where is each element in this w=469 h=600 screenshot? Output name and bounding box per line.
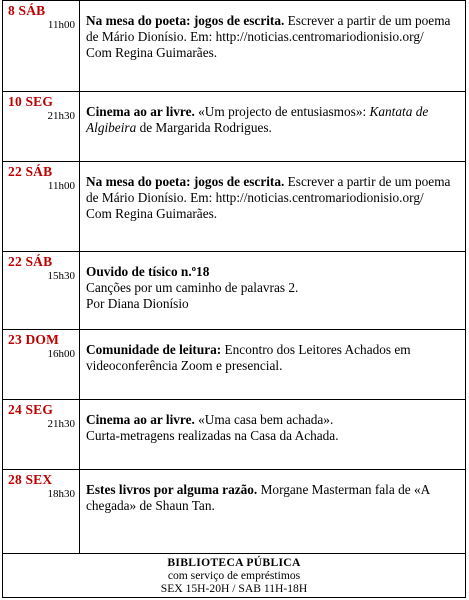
- event-row: [3, 91, 465, 161]
- event-description: [86, 13, 458, 61]
- event-date: 22 SÁB: [8, 254, 53, 269]
- event-time: 18h30: [47, 488, 75, 500]
- event-row: [3, 0, 465, 91]
- event-time: 11h00: [47, 19, 75, 31]
- event-description: [86, 264, 458, 312]
- event-description: [86, 412, 458, 444]
- event-description: [86, 104, 458, 136]
- event-text-extra: de Margarida Rodrigues.: [139, 120, 272, 135]
- date-cell: [3, 330, 80, 399]
- event-title: Estes livros por alguma razão.: [86, 482, 258, 497]
- date-cell: [3, 470, 80, 553]
- event-text: Canções por um caminho de palavras 2.: [86, 280, 299, 295]
- event-title: Ouvido de tísico n.º18: [86, 264, 210, 279]
- event-row: [3, 469, 465, 553]
- library-footer: [3, 553, 465, 598]
- event-date: 10 SEG: [8, 94, 54, 109]
- event-text: «Uma casa bem achada».: [198, 412, 334, 427]
- event-time: 15h30: [47, 270, 75, 282]
- event-text-extra: Por Diana Dionísio: [86, 296, 189, 311]
- event-date: 8 SÁB: [8, 3, 46, 18]
- event-title: Na mesa do poeta: jogos de escrita.: [86, 174, 285, 189]
- event-text-extra: Com Regina Guimarães.: [86, 45, 218, 60]
- event-film-title: Kantata de Algibeira: [86, 104, 429, 135]
- event-text-extra: Com Regina Guimarães.: [86, 206, 218, 221]
- event-row: [3, 161, 465, 251]
- event-text: Morgane Masterman fala de «A chegada» de Shaun Tan.: [86, 482, 430, 513]
- footer-service: com serviço de empréstimos: [167, 569, 301, 582]
- event-title: Comunidade de leitura:: [86, 342, 222, 357]
- event-date: 22 SÁB: [8, 164, 53, 179]
- schedule-table: [2, 0, 466, 598]
- event-row: [3, 399, 465, 469]
- event-title: Na mesa do poeta: jogos de escrita.: [86, 13, 285, 28]
- event-title: Cinema ao ar livre.: [86, 412, 195, 427]
- event-text: Encontro dos Leitores Achados em videoconferência Zoom e presencial.: [86, 342, 411, 373]
- event-row: [3, 251, 465, 329]
- date-cell: [3, 162, 80, 251]
- event-date: 28 SEX: [8, 472, 53, 487]
- event-title: Cinema ao ar livre.: [86, 104, 195, 119]
- footer-title: BIBLIOTECA PÚBLICA: [167, 556, 301, 569]
- event-text: Escrever a partir de um poema de Mário Dionísio. Em: http://noticias.centromariodionisio.org/: [86, 174, 451, 205]
- event-text: «Um projecto de entusiasmos»:: [198, 104, 367, 119]
- event-time: 21h30: [47, 110, 75, 122]
- event-description: [86, 174, 458, 222]
- event-row: [3, 329, 465, 399]
- date-cell: [3, 252, 80, 329]
- event-description: [86, 482, 458, 514]
- event-date: 23 DOM: [8, 332, 60, 347]
- date-cell: [3, 400, 80, 469]
- event-time: 11h00: [47, 180, 75, 192]
- event-time: 21h30: [47, 418, 75, 430]
- event-time: 16h00: [47, 348, 75, 360]
- event-date: 24 SEG: [8, 402, 54, 417]
- date-cell: [3, 92, 80, 161]
- event-text: Escrever a partir de um poema de Mário Dionísio. Em: http://noticias.centromariodionisio.org/: [86, 13, 451, 44]
- event-text-extra: Curta-metragens realizadas na Casa da Achada.: [86, 428, 339, 443]
- event-description: [86, 342, 458, 374]
- footer-hours: SEX 15H-20H / SAB 11H-18H: [160, 582, 308, 595]
- date-cell: [3, 1, 80, 91]
